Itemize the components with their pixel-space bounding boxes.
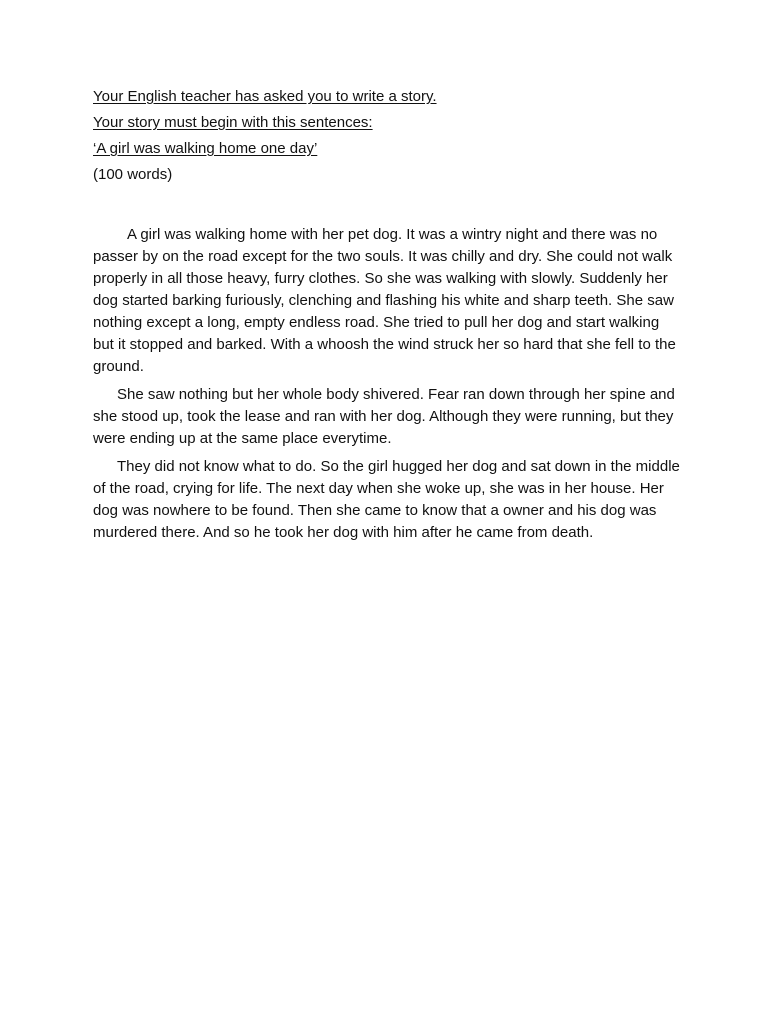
- prompt-requirement: Your story must begin with this sentences:: [93, 114, 373, 131]
- document-page: [93, 88, 683, 550]
- prompt-instruction: Your English teacher has asked you to write a story.: [93, 88, 437, 105]
- assignment-prompt: [93, 88, 683, 184]
- prompt-word-count: (100 words): [93, 166, 173, 183]
- story-paragraph: They did not know what to do. So the girl hugged her dog and sat down in the middle of the road, crying for life. The next day when she woke up, she was in her house. Her dog was nowhere to be found. Then she came to know that a owner and his dog was murdered there. And so he took her dog with him after he came from death.: [93, 458, 680, 541]
- story-body: [93, 224, 683, 544]
- story-paragraph: A girl was walking home with her pet dog. It was a wintry night and there was no passer by on the road except for the two souls. It was chilly and dry. She could not walk properly in all those heavy, furry clothes. So she was walking with slowly. Suddenly her dog started barking furiously, clenching and flashing his white and sharp teeth. She saw nothing except a long, empty endless road. She tried to pull her dog and start walking but it stopped and barked. With a whoosh the wind struck her so hard that she fell to the ground.: [93, 226, 676, 375]
- prompt-opening-sentence: ‘A girl was walking home one day’: [93, 140, 318, 157]
- story-paragraph: She saw nothing but her whole body shivered. Fear ran down through her spine and she stood up, took the lease and ran with her dog. Although they were running, but they were ending up at the same place everytime.: [93, 386, 675, 447]
